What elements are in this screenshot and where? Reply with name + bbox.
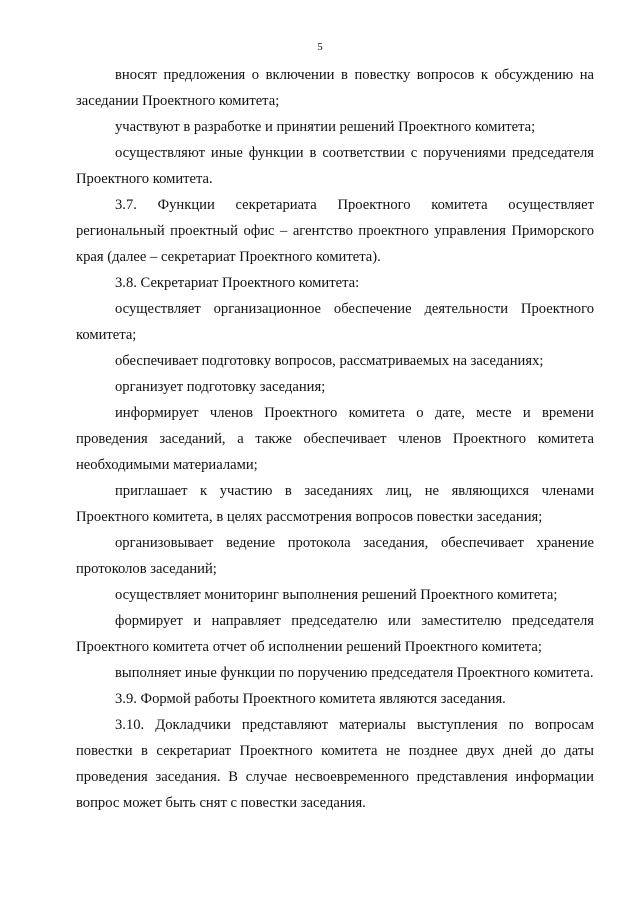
paragraph: информирует членов Проектного комитета о дате, месте и времени проведения заседаний, а также обеспечивает членов Проектного комитета необходимыми материалами; — [76, 405, 594, 473]
paragraph: приглашает к участию в заседаниях лиц, не являющихся членами Проектного комитета, в целях рассмотрения вопросов повестки заседания; — [76, 483, 594, 525]
paragraph-section-3-10: 3.10. Докладчики представляют материалы выступления по вопросам повестки в секретариат Проектного комитета не позднее двух дней до даты проведения заседания. В случае несвоевременного представления информации вопрос может быть снят с повестки заседания. — [76, 717, 594, 811]
paragraph: организовывает ведение протокола заседания, обеспечивает хранение протоколов заседаний; — [76, 535, 594, 577]
paragraph: вносят предложения о включении в повестку вопросов к обсуждению на заседании Проектного комитета; — [76, 67, 594, 109]
page-number: 5 — [317, 41, 323, 53]
paragraph-section-3-9: 3.9. Формой работы Проектного комитета являются заседания. — [115, 691, 506, 707]
document-body — [76, 62, 594, 816]
paragraph-section-3-7: 3.7. Функции секретариата Проектного комитета осуществляет региональный проектный офис – агентство проектного управления Приморского края (далее – секретариат Проектного комитета). — [76, 197, 594, 265]
paragraph: выполняет иные функции по поручению председателя Проектного комитета. — [115, 665, 594, 681]
paragraph: обеспечивает подготовку вопросов, рассматриваемых на заседаниях; — [115, 353, 544, 369]
paragraph: организует подготовку заседания; — [115, 379, 326, 395]
paragraph: формирует и направляет председателю или заместителю председателя Проектного комитета отчет об исполнении решений Проектного комитета; — [76, 613, 594, 655]
paragraph: осуществляет мониторинг выполнения решений Проектного комитета; — [115, 587, 558, 603]
paragraph-section-3-8: 3.8. Секретариат Проектного комитета: — [115, 275, 360, 291]
paragraph: участвуют в разработке и принятии решений Проектного комитета; — [115, 119, 536, 135]
paragraph: осуществляют иные функции в соответствии с поручениями председателя Проектного комитета. — [76, 145, 594, 187]
paragraph: осуществляет организационное обеспечение деятельности Проектного комитета; — [76, 301, 594, 343]
